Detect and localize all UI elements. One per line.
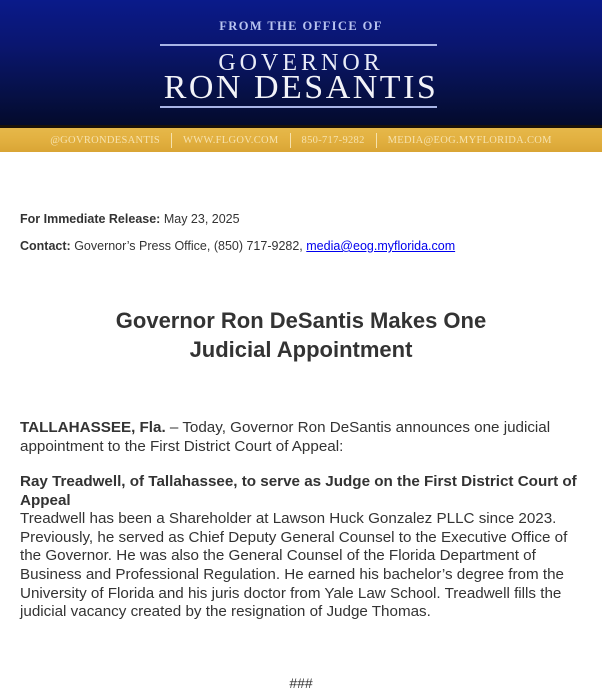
contact-band-phone: 850-717-9282 — [301, 134, 365, 146]
contact-band-separator — [290, 133, 291, 148]
appointee-heading: Ray Treadwell, of Tallahassee, to serve as Judge on the First District Court of Appeal — [20, 473, 577, 509]
page-title-line-2: Judicial Appointment — [189, 337, 413, 362]
letterhead-banner — [0, 0, 602, 127]
contact-band-website: WWW.FLGOV.COM — [183, 134, 279, 146]
banner-bottom-rule — [160, 106, 437, 108]
contact-email-link[interactable]: media@eog.myflorida.com — [306, 239, 456, 253]
office-line: FROM THE OFFICE OF — [219, 19, 383, 33]
release-date: May 23, 2025 — [163, 212, 240, 226]
contact-band-separator — [376, 133, 377, 148]
page-title-line-1: Governor Ron DeSantis Makes One — [115, 308, 487, 333]
release-line — [20, 212, 240, 226]
contact-band-separator — [171, 133, 172, 148]
contact-line — [20, 239, 455, 253]
banner-top-rule — [160, 44, 437, 46]
contact-band — [0, 128, 602, 152]
contact-band-email: MEDIA@EOG.MYFLORIDA.COM — [387, 134, 552, 146]
contact-band-twitter: @GOVRONDESANTIS — [50, 134, 161, 146]
governor-title: GOVERNOR — [218, 50, 384, 76]
governor-name: RON DESANTIS — [163, 69, 439, 106]
contact-text: Governor’s Press Office, (850) 717-9282, — [74, 239, 303, 253]
dateline: TALLAHASSEE, Fla. — [20, 419, 166, 436]
contact-label: Contact: — [20, 239, 71, 253]
end-mark: ### — [289, 675, 313, 691]
intro-text: – Today, Governor Ron DeSantis announces one judicial appointment to the First District Court of Appeal: — [20, 419, 551, 455]
appointee-bio: Treadwell has been a Shareholder at Lawson Huck Gonzalez PLLC since 2023. Previously, he served as Chief Deputy General Counsel to the Executive Office of the Governor. He was also the General Counsel of the Florida Department of Business and Professional Regulation. He earned his bachelor’s degree from the University of Florida and his juris doctor from Yale Law School. Treadwell fills the judicial vacancy created by the resignation of Judge Thomas. — [20, 510, 568, 621]
appointee-section — [20, 473, 590, 622]
intro-paragraph — [20, 419, 590, 456]
release-label: For Immediate Release: — [20, 212, 161, 226]
page-title — [0, 306, 602, 364]
